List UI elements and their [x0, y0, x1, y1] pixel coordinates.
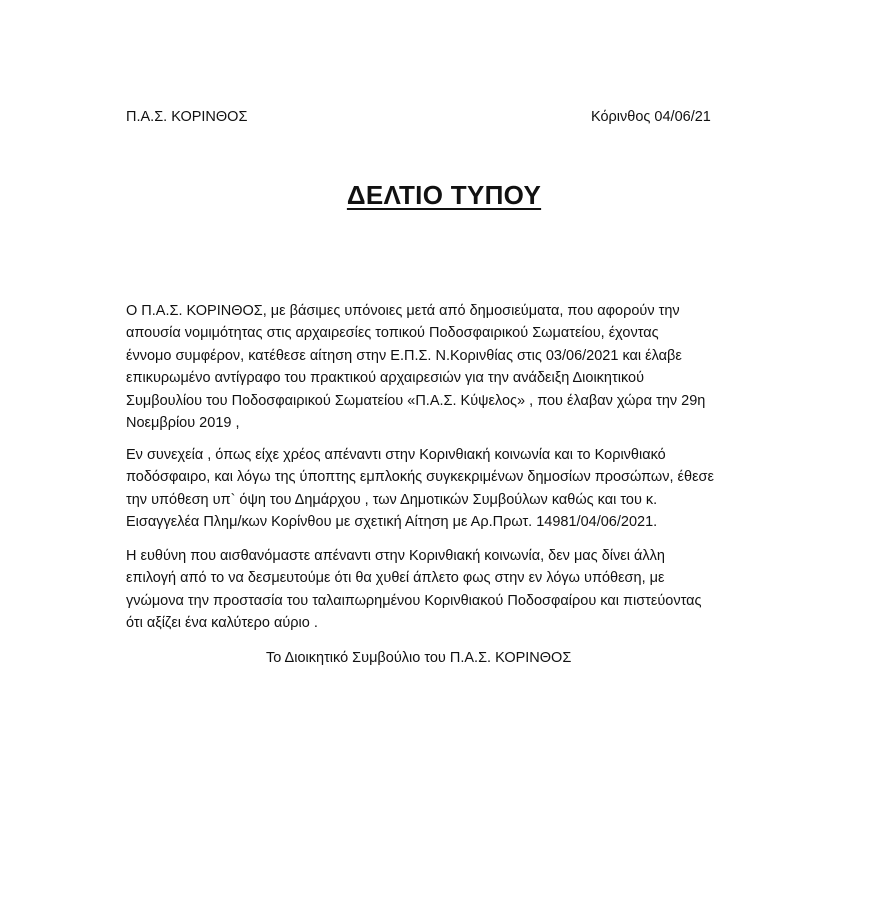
paragraph-line: έννομο συμφέρον, κατέθεσε αίτηση στην Ε.Π.Σ. Ν.Κορινθίας στις 03/06/2021 και έλαβε — [126, 347, 682, 364]
paragraph-line: Εν συνεχεία , όπως είχε χρέος απέναντι στην Κορινθιακή κοινωνία και το Κορινθιακό — [126, 447, 666, 463]
paragraph-1 — [126, 300, 766, 434]
paragraph-line: Ο Π.Α.Σ. ΚΟΡΙΝΘΟΣ, με βάσιμες υπόνοιες μετά από δημοσιεύματα, που αφορούν την — [126, 303, 680, 319]
paragraph-line: γνώμονα την προστασία του ταλαιπωρημένου Κορινθιακού Ποδοσφαίρου και πιστεύοντας — [126, 592, 702, 609]
paragraph-line: απουσία νομιμότητας στις αρχαιρεσίες τοπικού Ποδοσφαιρικού Σωματείου, έχοντας — [126, 325, 659, 342]
paragraph-3 — [126, 545, 766, 635]
paragraph-line: επιλογή από το να δεσμευτούμε ότι θα χυθεί άπλετο φως στην εν λόγω υπόθεση, με — [126, 570, 665, 587]
paragraph-line: Συμβουλίου του Ποδοσφαιρικού Σωματείου «Π.Α.Σ. Κύψελος» , που έλαβαν χώρα την 29η — [126, 392, 706, 409]
signature-line: Το Διοικητικό Συμβούλιο του Π.Α.Σ. ΚΟΡΙΝΘΟΣ — [266, 650, 572, 666]
paragraph-line: ποδόσφαιρο, και λόγω της ύποπτης εμπλοκής συγκεκριμένων δημοσίων προσώπων, έθεσε — [126, 469, 714, 486]
header-place-date: Κόρινθος 04/06/21 — [591, 109, 711, 125]
paragraph-line: Νοεμβρίου 2019 , — [126, 415, 240, 432]
paragraph-2 — [126, 444, 766, 534]
paragraph-line: Η ευθύνη που αισθανόμαστε απέναντι στην Κορινθιακή κοινωνία, δεν μας δίνει άλλη — [126, 548, 665, 564]
paragraph-line: επικυρωμένο αντίγραφο του πρακτικού αρχαιρεσιών για την ανάδειξη Διοικητικού — [126, 370, 645, 387]
paragraph-line: την υπόθεση υπ` όψη του Δημάρχου , των Δημοτικών Συμβούλων καθώς και του κ. — [126, 491, 658, 508]
paragraph-line: Εισαγγελέα Πλημ/κων Κορίνθου με σχετική Αίτηση με Αρ.Πρωτ. 14981/04/06/2021. — [126, 514, 658, 531]
header-organization: Π.Α.Σ. ΚΟΡΙΝΘΟΣ — [126, 109, 248, 125]
paragraph-line: ότι αξίζει ένα καλύτερο αύριο . — [126, 615, 318, 632]
document-title: ΔΕΛΤΙΟ ΤΥΠΟΥ — [346, 180, 542, 210]
